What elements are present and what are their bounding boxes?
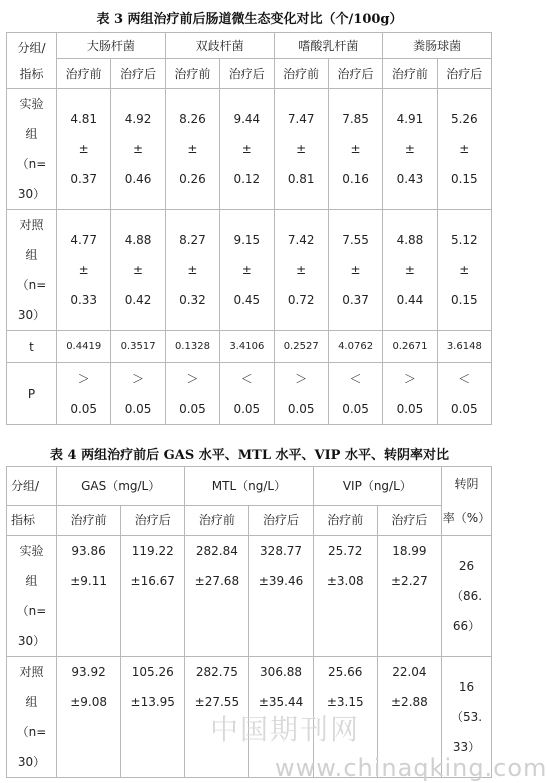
table4-header-gas: GAS（mg/L） (57, 467, 185, 506)
table3-t-value: 4.0762 (328, 331, 382, 363)
table3-p-value: ＞ 0.05 (57, 363, 111, 425)
table3-p-value: ＜ 0.05 (328, 363, 382, 425)
table4-caption: 表 4 两组治疗前后 GAS 水平、MTL 水平、VIP 水平、转阴率对比 (50, 448, 449, 463)
table3-t-value: 0.3517 (111, 331, 165, 363)
table4-cell: 282.84 ±27.68 (185, 536, 249, 657)
table4-before: 治疗前 (313, 505, 377, 535)
table4-header-mtl: MTL（ng/L） (185, 467, 313, 506)
table4-rate-header: 转阴 率（%） (442, 467, 492, 536)
table3-cell: 5.26 ± 0.15 (437, 89, 491, 210)
table3-t-value: 3.4106 (220, 331, 274, 363)
table3-cell: 4.91 ± 0.43 (383, 89, 437, 210)
table3-row-label: 实验 组 （n= 30） (7, 89, 57, 210)
table4-cell: 93.92 ±9.08 (57, 657, 121, 778)
table3-cell: 7.47 ± 0.81 (274, 89, 328, 210)
table4-cell: 25.72 ±3.08 (313, 536, 377, 657)
table3-row-label: 对照 组 （n= 30） (7, 210, 57, 331)
table3-cell: 4.88 ± 0.44 (383, 210, 437, 331)
table3-t-value: 0.2527 (274, 331, 328, 363)
table4-cell: 22.04 ±2.88 (377, 657, 441, 778)
table3-t-value: 3.6148 (437, 331, 491, 363)
table3-cell: 7.55 ± 0.37 (328, 210, 382, 331)
table3-p-value: ＜ 0.05 (220, 363, 274, 425)
table4-cell: 306.88 ±35.44 (249, 657, 313, 778)
table3-t-value: 0.4419 (57, 331, 111, 363)
table3-after: 治疗后 (328, 59, 382, 89)
table4-row-label: 实验 组 （n= 30） (7, 536, 57, 657)
table3-cell: 4.81 ± 0.37 (57, 89, 111, 210)
table3-species-3: 粪肠球菌 (383, 33, 492, 59)
table3-before: 治疗前 (57, 59, 111, 89)
table3-species-0: 大肠杆菌 (57, 33, 166, 59)
table3-p-value: ＞ 0.05 (111, 363, 165, 425)
table3-p-value: ＞ 0.05 (274, 363, 328, 425)
table3-caption: 表 3 两组治疗前后肠道微生态变化对比（个/100g） (96, 12, 403, 27)
table3-species-1: 双歧杆菌 (165, 33, 274, 59)
table4-cell: 328.77 ±39.46 (249, 536, 313, 657)
table3-p-value: ＞ 0.05 (383, 363, 437, 425)
table3-cell: 9.15 ± 0.45 (220, 210, 274, 331)
table4-cell: 282.75 ±27.55 (185, 657, 249, 778)
table3-cell: 5.12 ± 0.15 (437, 210, 491, 331)
table3-group-header: 分组/ 指标 (7, 33, 57, 89)
table4-cell: 93.86 ±9.11 (57, 536, 121, 657)
table3-t-label: t (7, 331, 57, 363)
table4-before: 治疗前 (185, 505, 249, 535)
table3-before: 治疗前 (383, 59, 437, 89)
table3-cell: 7.42 ± 0.72 (274, 210, 328, 331)
table4-cell: 119.22 ±16.67 (121, 536, 185, 657)
table4-after: 治疗后 (377, 505, 441, 535)
table4-group-bottom: 指标 (7, 505, 57, 535)
table3-cell: 9.44 ± 0.12 (220, 89, 274, 210)
table4-rate: 16 （53. 33） (442, 657, 492, 778)
watermark-cn: 中国期刊网 (210, 713, 361, 746)
table3-before: 治疗前 (274, 59, 328, 89)
table3-cell: 7.85 ± 0.16 (328, 89, 382, 210)
table3-p-value: ＜ 0.05 (437, 363, 491, 425)
table3-after: 治疗后 (220, 59, 274, 89)
table3-cell: 8.27 ± 0.32 (165, 210, 219, 331)
table4-after: 治疗后 (121, 505, 185, 535)
table3-cell: 8.26 ± 0.26 (165, 89, 219, 210)
table4-rate: 26 （86. 66） (442, 536, 492, 657)
table4-before: 治疗前 (57, 505, 121, 535)
table4-cell: 25.66 ±3.15 (313, 657, 377, 778)
table3-after: 治疗后 (437, 59, 491, 89)
table3-t-value: 0.1328 (165, 331, 219, 363)
table3-t-value: 0.2671 (383, 331, 437, 363)
table4-group-top: 分组/ (7, 467, 57, 506)
table3-cell: 4.92 ± 0.46 (111, 89, 165, 210)
table4-row-label: 对照 组 （n= 30） (7, 657, 57, 778)
table3-before: 治疗前 (165, 59, 219, 89)
table3-cell: 4.88 ± 0.42 (111, 210, 165, 331)
table3-after: 治疗后 (111, 59, 165, 89)
table3-cell: 4.77 ± 0.33 (57, 210, 111, 331)
table3-species-2: 嗜酸乳杆菌 (274, 33, 383, 59)
table4-cell: 18.99 ±2.27 (377, 536, 441, 657)
table4-cell: 105.26 ±13.95 (121, 657, 185, 778)
table3-p-label: P (7, 363, 57, 425)
table4-header-vip: VIP（ng/L） (313, 467, 441, 506)
watermark-url: www.chinaqking.com (275, 754, 547, 782)
table4-after: 治疗后 (249, 505, 313, 535)
table3 (6, 32, 492, 425)
table3-p-value: ＞ 0.05 (165, 363, 219, 425)
